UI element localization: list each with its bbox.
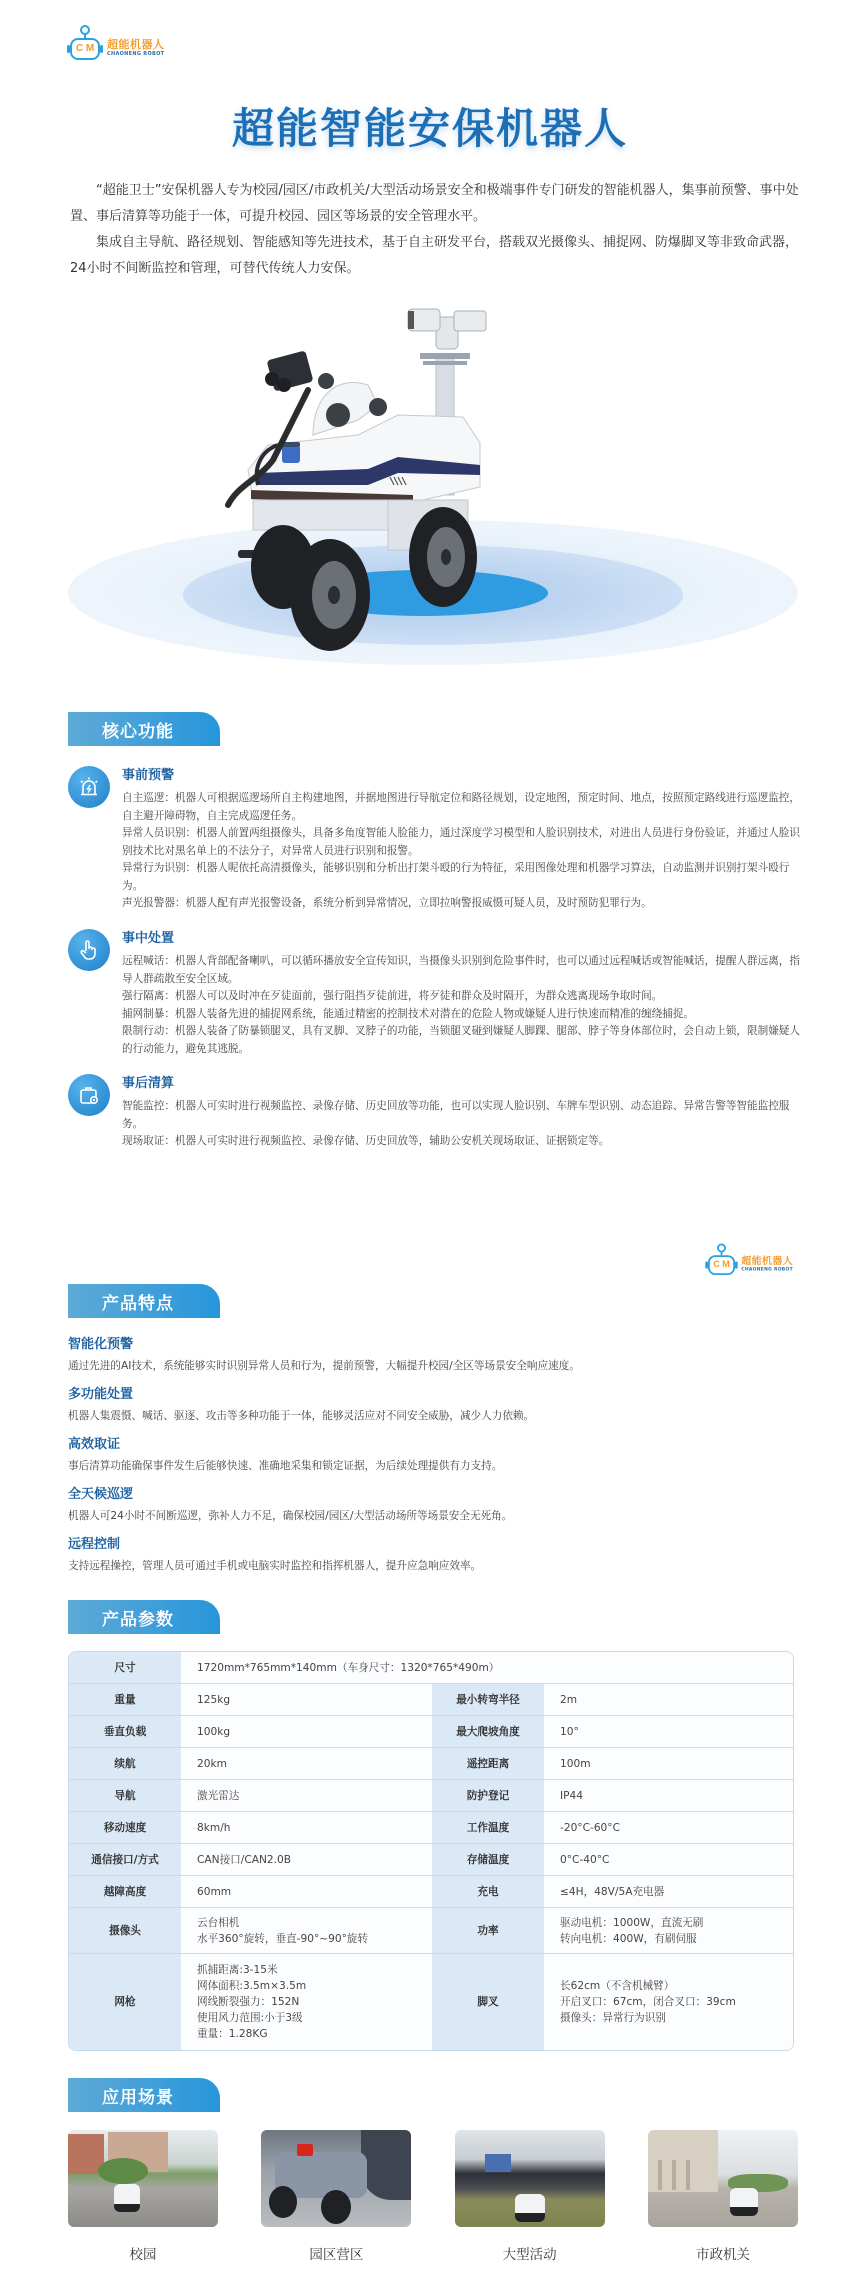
- scenario-label: 大型活动: [502, 2247, 557, 2263]
- spec-value-line: 长62cm（不含机械臂）: [560, 1980, 675, 1992]
- spec-value: [181, 1954, 432, 2050]
- logo-mark-text: C M: [75, 43, 95, 54]
- spec-value-line: 网体面积:3.5m×3.5m: [197, 1980, 307, 1992]
- feature-desc: 机器人可24小时不间断巡逻，弥补人力不足，确保校园/园区/大型活动场所等场景安全无死角。: [68, 1510, 513, 1522]
- scenario-label: 市政机关: [695, 2247, 750, 2263]
- spec-key: 垂直负载: [69, 1716, 181, 1748]
- section-heading-scenarios: [68, 2078, 220, 2112]
- scenario-photo-campus: [68, 2130, 218, 2227]
- spec-value: CAN接口/CAN2.0B: [181, 1844, 432, 1876]
- scenario-label: 园区营区: [309, 2247, 364, 2263]
- spec-key: 工作温度: [432, 1812, 544, 1844]
- feature-desc: 机器人集震慑、喊话、驱逐、攻击等多种功能于一体，能够灵活应对不同安全威胁，减少人力依赖。: [68, 1410, 535, 1422]
- feature-item: [68, 1384, 808, 1426]
- spec-key: 脚叉: [432, 1954, 544, 2050]
- function-line: 远程喊话：机器人背部配备喇叭，可以循环播放安全宣传知识，当摄像头识别到危险事件时，也可以通过远程喊话或智能喊话，提醒人群远离，指导人群疏散至安全区域。: [122, 955, 800, 985]
- function-line: 捕网制暴：机器人装备先进的捕捉网系统，能通过精密的控制技术对潜在的危险人物或嫌疑人进行快速而精准的缠绕捕捉。: [122, 1007, 695, 1020]
- intro-paragraph: “超能卫士”安保机器人专为校园/园区/市政机关/大型活动场景安全和极端事件专门研发的智能机器人，集事前预警、事中处置、事后清算等功能于一体，可提升校园、园区等场景的安全管理水平。: [70, 183, 799, 224]
- spec-value-line: 云台相机: [197, 1916, 240, 1929]
- spec-value: 激光雷达: [181, 1780, 432, 1812]
- scenario-photo-event: [455, 2130, 605, 2227]
- feature-desc: 事后清算功能确保事件发生后能够快速、准确地采集和锁定证据，为后续处理提供有力支持。: [68, 1460, 503, 1472]
- spec-value-line: 转向电机：400W，有刷伺服: [560, 1932, 697, 1945]
- feature-item: [68, 1334, 808, 1376]
- logo-mark-text: C M: [713, 1259, 730, 1270]
- spec-value: [544, 1954, 793, 2050]
- feature-desc: 支持远程操控，管理人员可通过手机或电脑实时监控和指挥机器人，提升应急响应效率。: [68, 1560, 482, 1572]
- spec-value-line: 水平360°旋转，垂直-90°~90°旋转: [197, 1932, 369, 1945]
- section-heading-text: 产品参数: [102, 1609, 174, 1630]
- feature-list: [68, 1334, 808, 1584]
- spec-value: 2m: [544, 1684, 793, 1716]
- robot-logo-icon: [70, 38, 100, 60]
- table-row: [69, 1954, 793, 2050]
- spec-value: IP44: [544, 1780, 793, 1812]
- feature-title: 全天候巡逻: [68, 1487, 134, 1502]
- spec-key: 导航: [69, 1780, 181, 1812]
- function-line: 异常人员识别：机器人前置两组摄像头，具备多角度智能人脸能力，通过深度学习模型和人脸识别技术，对进出人员进行身份验证，并通过人脸识别技术比对黑名单上的不法分子，对异常人员进行识别和报警。: [122, 827, 800, 857]
- table-row: [69, 1780, 793, 1812]
- spec-key: 通信接口/方式: [69, 1844, 181, 1876]
- feature-title: 远程控制: [68, 1537, 121, 1552]
- spec-value: -20°C-60°C: [544, 1812, 793, 1844]
- hero-robot-image: [68, 295, 798, 665]
- spec-value-line: 使用风力范围:小于3级: [197, 2012, 303, 2024]
- spec-key: 充电: [432, 1876, 544, 1908]
- feature-item: [68, 1534, 808, 1576]
- section-heading-features: [68, 1284, 220, 1318]
- scenario-card: [455, 2130, 605, 2263]
- function-line: 智能监控：机器人可实时进行视频监控、录像存储、历史回放等功能，也可以实现人脸识别、车牌车型识别、动态追踪、异常告警等智能监控服务。: [122, 1100, 790, 1130]
- function-title: 事中处置: [122, 931, 175, 946]
- section-heading-core-functions: [68, 712, 220, 746]
- scenario-card: [648, 2130, 798, 2263]
- function-line: 限制行动：机器人装备了防暴锁腿叉，具有叉脚、叉脖子的功能，当锁腿叉碰到嫌疑人脚踝、腿部、脖子等身体部位时，会自动上锁，限制嫌疑人的行动能力，避免其逃脱。: [122, 1025, 800, 1055]
- feature-title: 智能化预警: [68, 1337, 134, 1352]
- function-line: 自主巡逻：机器人可根据巡逻场所自主构建地图，并据地图进行导航定位和路径规划，设定地图，预定时间、地点，按照预定路线进行巡逻监控，自主避开障碍物，自主完成巡逻任务。: [122, 792, 800, 822]
- spec-key: 摄像头: [69, 1908, 181, 1954]
- table-row: [69, 1876, 793, 1908]
- function-line: 现场取证：机器人可实时进行视频监控、录像存储、历史回放等，辅助公安机关现场取证、证据锁定等。: [122, 1135, 610, 1147]
- spec-key: 尺寸: [69, 1652, 181, 1684]
- security-robot-illustration: [68, 295, 798, 665]
- brand-logo-secondary: [708, 1248, 793, 1275]
- alarm-siren-icon: [68, 766, 110, 808]
- section-heading-text: 应用场景: [102, 2087, 174, 2108]
- spec-key: 重量: [69, 1684, 181, 1716]
- spec-value: ≤4H，48V/5A充电器: [544, 1876, 793, 1908]
- spec-key: 越障高度: [69, 1876, 181, 1908]
- function-block-post-event: [68, 1074, 808, 1151]
- robot-logo-icon: [708, 1255, 735, 1275]
- function-title: 事后清算: [122, 1076, 175, 1091]
- table-row: [69, 1812, 793, 1844]
- page-title: 超能智能安保机器人: [231, 104, 628, 153]
- function-line: 声光报警器：机器人配有声光报警设备，系统分析到异常情况，立即拉响警报威慑可疑人员，及时预防犯罪行为。: [122, 897, 652, 909]
- spec-value: 0°C-40°C: [544, 1844, 793, 1876]
- spec-key: 续航: [69, 1748, 181, 1780]
- function-line: 异常行为识别：机器人呢依托高清摄像头，能够识别和分析出打架斗殴的行为特征，采用图像处理和机器学习算法，自动监测并识别打架斗殴行为。: [122, 862, 790, 892]
- spec-value-line: 驱动电机：1000W，直流无刷: [560, 1916, 704, 1929]
- spec-value-line: 抓捕距离:3-15米: [197, 1964, 278, 1976]
- function-title: 事前预警: [122, 768, 175, 783]
- table-row: [69, 1908, 793, 1954]
- scenario-label: 校园: [129, 2247, 157, 2263]
- scenario-card: [261, 2130, 411, 2263]
- table-row: [69, 1652, 793, 1684]
- spec-value-line: 重量：1.28KG: [197, 2028, 268, 2040]
- scenario-photo-government: [648, 2130, 798, 2227]
- spec-key: 移动速度: [69, 1812, 181, 1844]
- brand-name-en: CHAONENG ROBOT: [107, 50, 165, 57]
- spec-key: 最小转弯半径: [432, 1684, 544, 1716]
- spec-value: 20km: [181, 1748, 432, 1780]
- brand-name-cn: 超能机器人: [107, 37, 165, 51]
- section-heading-text: 核心功能: [102, 721, 174, 742]
- feature-item: [68, 1484, 808, 1526]
- spec-key: 最大爬坡角度: [432, 1716, 544, 1748]
- table-row: [69, 1684, 793, 1716]
- function-block-pre-warning: [68, 766, 808, 913]
- spec-value: [181, 1908, 432, 1954]
- brand-name-en: CHAONENG ROBOT: [741, 1266, 793, 1272]
- hand-pointer-icon: [68, 929, 110, 971]
- function-block-in-progress: [68, 929, 808, 1058]
- section-heading-specs: [68, 1600, 220, 1634]
- feature-title: 多功能处置: [68, 1387, 134, 1402]
- briefcase-camera-icon: [68, 1074, 110, 1116]
- spec-key: 存储温度: [432, 1844, 544, 1876]
- spec-key: 防护登记: [432, 1780, 544, 1812]
- feature-desc: 通过先进的AI技术，系统能够实时识别异常人员和行为，提前预警，大幅提升校园/全区等场景安全响应速度。: [68, 1360, 580, 1372]
- spec-value: 10°: [544, 1716, 793, 1748]
- spec-value: [544, 1908, 793, 1954]
- spec-value-line: 摄像头：异常行为识别: [560, 2012, 666, 2024]
- feature-title: 高效取证: [68, 1437, 121, 1452]
- spec-value-line: 开启叉口：67cm，闭合叉口：39cm: [560, 1996, 736, 2008]
- spec-key: 网枪: [69, 1954, 181, 2050]
- table-row: [69, 1716, 793, 1748]
- spec-key: 遥控距离: [432, 1748, 544, 1780]
- spec-value: 100m: [544, 1748, 793, 1780]
- spec-value: 60mm: [181, 1876, 432, 1908]
- section-heading-text: 产品特点: [102, 1293, 174, 1314]
- brand-logo: [70, 30, 165, 60]
- table-row: [69, 1748, 793, 1780]
- spec-value: 1720mm*765mm*140mm（车身尺寸：1320*765*490m）: [181, 1652, 793, 1684]
- table-row: [69, 1844, 793, 1876]
- intro-paragraph: 集成自主导航、路径规划、智能感知等先进技术，基于自主研发平台，搭载双光摄像头、捕捉网、防爆脚叉等非致命武器，24小时不间断监控和管理，可替代传统人力安保。: [70, 235, 799, 276]
- scenario-card: [68, 2130, 218, 2263]
- feature-item: [68, 1434, 808, 1476]
- intro-text: [70, 178, 802, 282]
- spec-value: 100kg: [181, 1716, 432, 1748]
- brand-name-cn: 超能机器人: [741, 1254, 794, 1267]
- spec-table: [68, 1651, 794, 2051]
- function-line: 强行隔离：机器人可以及时冲在歹徒面前，强行阻挡歹徒前进，将歹徒和群众及时隔开，为群众逃离现场争取时间。: [122, 990, 663, 1002]
- spec-key: 功率: [432, 1908, 544, 1954]
- spec-value-line: 网线断裂强力：152N: [197, 1996, 300, 2008]
- scenario-gallery: [68, 2130, 798, 2263]
- spec-value: 125kg: [181, 1684, 432, 1716]
- spec-value: 8km/h: [181, 1812, 432, 1844]
- scenario-photo-park: [261, 2130, 411, 2227]
